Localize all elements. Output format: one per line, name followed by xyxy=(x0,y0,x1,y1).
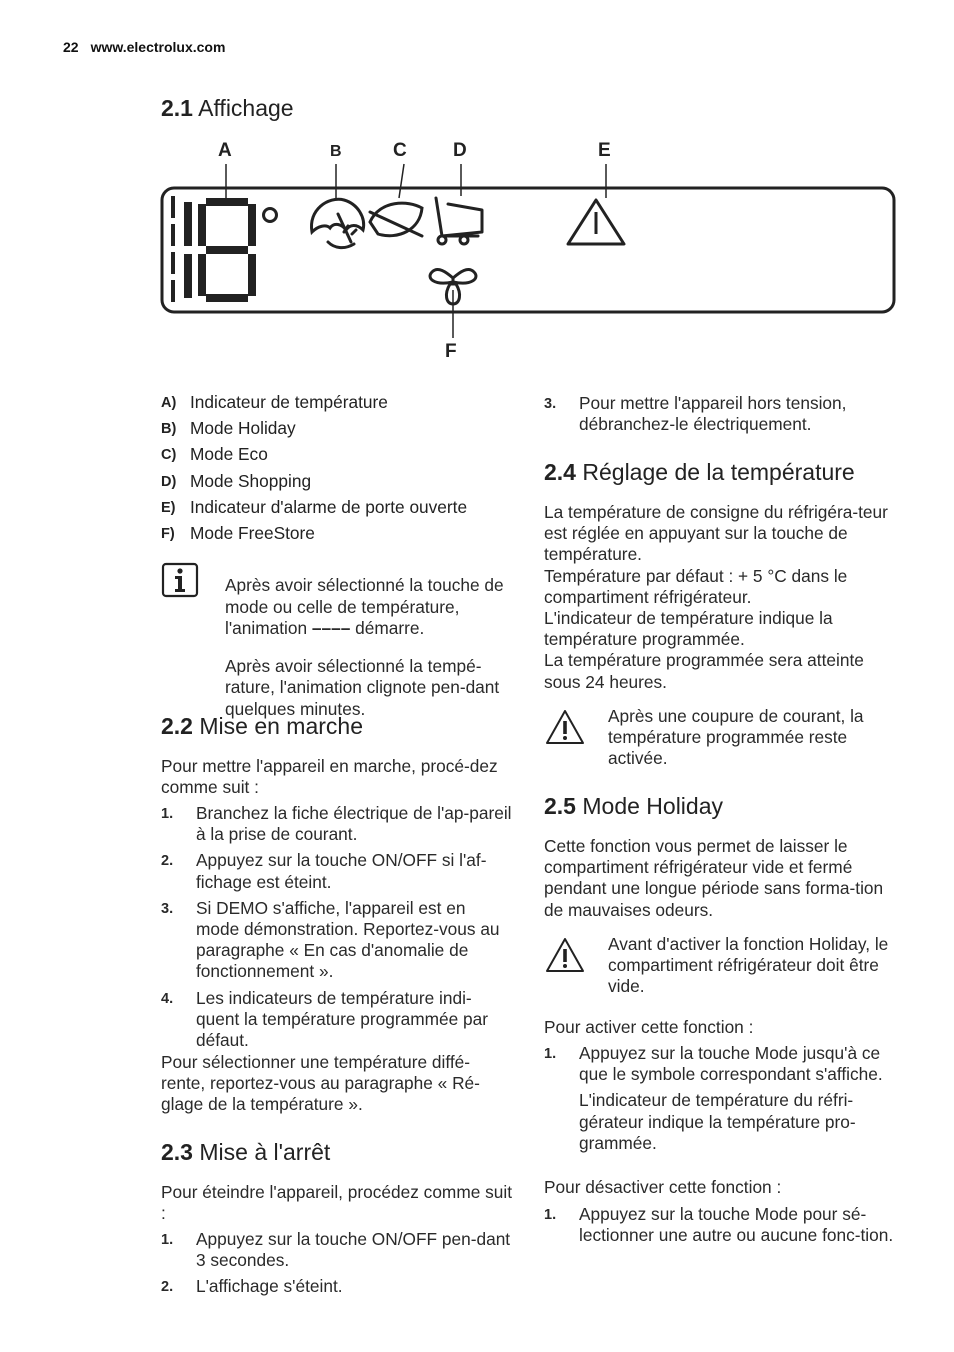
info-note-text-2: Après avoir sélectionné la tempé-rature, l'animation clignote pen-dant quelques minutes. xyxy=(225,656,500,719)
diagram-label-a: A xyxy=(218,140,232,161)
info-note xyxy=(161,558,516,737)
animation-dashes: –––– xyxy=(311,617,351,638)
list-item: 1. Branchez la fiche électrique de l'ap-pareil à la prise de courant. xyxy=(161,803,512,845)
section-heading-2-2 xyxy=(161,714,363,739)
paragraph: Pour désactiver cette fonction : xyxy=(544,1177,782,1197)
holiday-umbrella-icon xyxy=(311,199,363,247)
paragraph: Pour éteindre l'appareil, procédez comme suit : xyxy=(161,1182,513,1224)
page-number: 22 xyxy=(63,39,79,55)
legend-item: B) Mode Holiday xyxy=(161,418,296,439)
diagram-label-c: C xyxy=(393,140,407,161)
diagram-label-e: E xyxy=(598,140,611,161)
paragraph: La température programmée sera atteinte sous 24 heures. xyxy=(544,650,864,692)
section-heading-2-5 xyxy=(544,794,723,819)
list-item: 1. Appuyez sur la touche ON/OFF pen-dant 3 secondes. xyxy=(161,1229,511,1271)
warning-note xyxy=(544,706,896,770)
section-title: Réglage de la température xyxy=(582,459,855,485)
paragraph: Pour activer cette fonction : xyxy=(544,1017,754,1037)
warning-icon xyxy=(544,936,586,974)
shopping-cart-icon xyxy=(436,198,482,244)
paragraph: L'indicateur de température indique la température programmée. xyxy=(544,608,833,650)
section-title: Affichage xyxy=(198,95,294,121)
page-header xyxy=(63,39,225,55)
legend-item: C) Mode Eco xyxy=(161,444,268,465)
section-number: 2.3 xyxy=(161,1139,193,1165)
section-number: 2.4 xyxy=(544,459,576,485)
list-item: 2. Appuyez sur la touche ON/OFF si l'af-fichage est éteint. xyxy=(161,850,487,892)
paragraph: Température par défaut : + 5 °C dans le compartiment réfrigérateur. xyxy=(544,565,848,607)
diagram-label-b: B xyxy=(330,143,342,160)
paragraph-block xyxy=(544,502,896,693)
warning-icon xyxy=(544,708,586,746)
info-note-text-end: démarre. xyxy=(355,617,425,638)
section-number: 2.1 xyxy=(161,95,193,121)
info-icon-wrap xyxy=(161,558,225,737)
list-item: 1. Appuyez sur la touche Mode jusqu'à ce que le symbole correspondant s'affiche. xyxy=(544,1043,883,1085)
info-note-text: Après avoir sélectionné la touche de mode ou celle de température, l'animation xyxy=(225,575,504,638)
section-heading-2-4 xyxy=(544,460,855,485)
paragraph: Pour mettre l'appareil en marche, procé-dez comme suit : xyxy=(161,756,498,798)
degree-symbol xyxy=(264,209,277,222)
steps-list xyxy=(544,1043,896,1154)
display-legend xyxy=(161,392,521,549)
paragraph: La température de consigne du réfrigéra-teur est réglée en appuyant sur la touche de température. xyxy=(544,502,888,565)
list-item-continuation: L'indicateur de température du réfri-gérateur indique la température pro-grammée. xyxy=(579,1090,856,1153)
diagram-label-f: F xyxy=(445,341,457,362)
legend-item: A) Indicateur de température xyxy=(161,392,388,412)
list-item: 4. Les indicateurs de température indi-quent la température programmée par défaut. xyxy=(161,987,489,1051)
diagram-label-d: D xyxy=(453,140,467,161)
list-item: 2. L'affichage s'éteint. xyxy=(161,1276,343,1297)
digit-1 xyxy=(184,202,192,298)
section-number: 2.5 xyxy=(544,793,576,819)
section-number: 2.2 xyxy=(161,713,193,739)
paragraph: Pour sélectionner une température diffé-rente, reportez-vous au paragraphe « Ré-glage de la température ». xyxy=(161,1052,480,1115)
section-heading-2-1 xyxy=(161,96,294,121)
list-item: 3. Si DEMO s'affiche, l'appareil est en mode démonstration. Reportez-vous au paragraphe « En cas d'anomalie de fonctionnement ». xyxy=(161,897,500,982)
warning-text: Avant d'activer la fonction Holiday, le compartiment réfrigérateur doit être vide. xyxy=(608,934,889,997)
section-title: Mise en marche xyxy=(199,713,363,739)
door-alarm-warning-icon xyxy=(568,200,624,244)
info-icon xyxy=(161,560,201,600)
steps-list xyxy=(161,1229,513,1304)
steps-list xyxy=(544,1204,896,1251)
eco-leaf-icon xyxy=(370,203,422,236)
section-title: Mise à l'arrêt xyxy=(199,1139,331,1165)
paragraph: Cette fonction vous permet de laisser le compartiment réfrigérateur vide et fermé pendant une longue période sans forma-tion de mauvaises odeurs. xyxy=(544,836,884,920)
legend-item: E) Indicateur d'alarme de porte ouverte xyxy=(161,496,468,517)
legend-item: D) Mode Shopping xyxy=(161,470,312,491)
steps-list-continued xyxy=(544,393,896,440)
list-item: 3. Pour mettre l'appareil hors tension, débranchez-le électriquement. xyxy=(544,393,847,435)
display-diagram xyxy=(158,160,898,345)
legend-item: F) Mode FreeStore xyxy=(161,522,315,543)
list-item: 1. Appuyez sur la touche Mode pour sé-lectionner une autre ou aucune fonc-tion. xyxy=(544,1204,894,1246)
warning-text: Après une coupure de courant, la température programmée reste activée. xyxy=(608,706,864,769)
warning-note xyxy=(544,934,896,998)
animation-dash-bar xyxy=(171,196,175,302)
website-link[interactable]: www.electrolux.com xyxy=(90,39,226,55)
digit-8 xyxy=(198,198,256,302)
section-title: Mode Holiday xyxy=(582,793,724,819)
section-heading-2-3 xyxy=(161,1140,330,1165)
steps-list xyxy=(161,803,513,1051)
